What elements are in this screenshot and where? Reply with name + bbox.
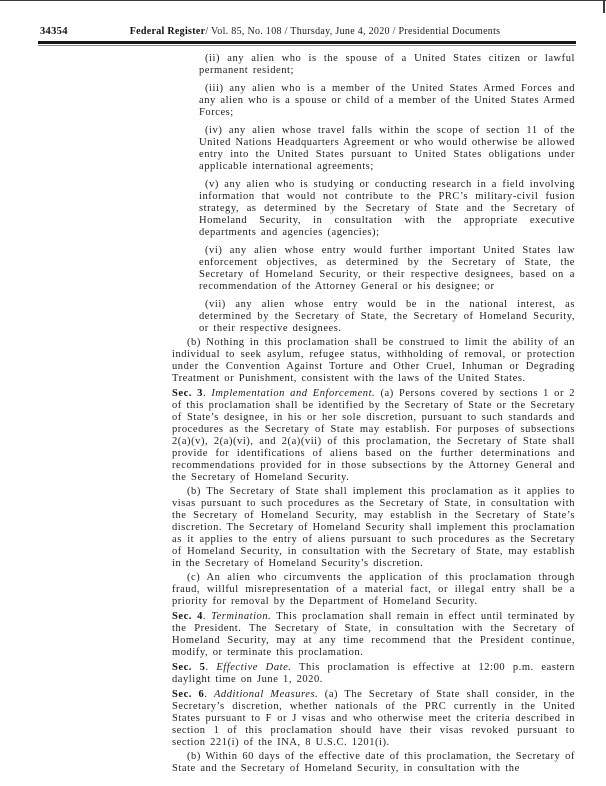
- body-text: .: [204, 689, 214, 700]
- paragraph-6: [199, 299, 575, 335]
- body-text: (a) Persons covered by sections 1 or 2 of this proclamation shall be identified by the Secretary of State or the Secretary of State’s designee, in his or her sole discretion, pursuant to such standards and procedures as the Secretary of State may establish. For purposes of subsections 2(a)(v), 2(a)(vi), and 2(a)(vii) of this proclamation, the Secretary of State shall provide for identifications of aliens based on the further determinations and recommendations provided for in those subsections by the Attorney General and the Secretary of Homeland Security.: [172, 388, 575, 483]
- body-text: (b) Nothing in this proclamation shall be construed to limit the ability of an individual to seek asylum, refugee status, withholding of removal, or protection under the Convention Against Torture and Other Cruel, Inhuman or Degrading Treatment or Punishment, consistent with the laws of the United States.: [172, 337, 575, 384]
- page-header: [40, 25, 580, 38]
- page-top-border: [0, 0, 606, 1]
- body-text: (v) any alien who is studying or conducting research in a field involving information that would not contribute to the PRC’s military-civil fusion strategy, as determined by the Secretary of State and the Secretary of Homeland Security, in consultation with the appropriate executive departments and agencies (agencies);: [199, 179, 575, 238]
- body-text: (b) Within 60 days of the effective date of this proclamation, the Secretary of State and the Secretary of Homeland Security, in consultation with the: [172, 751, 575, 774]
- page-number: 34354: [40, 26, 68, 37]
- header-rule-thin: [38, 45, 576, 46]
- document-body: [172, 53, 575, 775]
- section-title: Termination.: [211, 611, 272, 622]
- section-title: Effective Date.: [216, 662, 292, 673]
- header-rule-thick: [38, 41, 576, 44]
- journal-issue-info: / Vol. 85, No. 108 / Thursday, June 4, 2020 / Presidential Documents: [205, 26, 501, 37]
- journal-name: Federal Register: [129, 26, 206, 37]
- paragraph-7: [172, 337, 575, 385]
- body-text: (b) The Secretary of State shall implement this proclamation as it applies to visas pursuant to such procedures as the Secretary of State, in consultation with the Secretary of Homeland Security, may establish in the Secretary of State’s discretion. The Secretary of Homeland Security shall implement this proclamation as it applies to the entry of aliens pursuant to such procedures as the Secretary of Homeland Security, in consultation with the Secretary of State, may establish in the Secretary of Homeland Security’s discretion.: [172, 486, 575, 569]
- paragraph-14: [172, 751, 575, 775]
- paragraph-10: [172, 572, 575, 608]
- body-text: This proclamation shall remain in effect until terminated by the President. The Secretary of State, in consultation with the Secretary of Homeland Security, may at any time recommend that the President continue, modify, or terminate this proclamation.: [172, 611, 576, 658]
- paragraph-3: [199, 125, 575, 173]
- body-text: (vi) any alien whose entry would further important United States law enforcement objectives, as determined by the Secretary of State, the Secretary of Homeland Security, or their respective designees, based on a recommendation of the Attorney General or his designee; or: [199, 245, 575, 292]
- body-text: (c) An alien who circumvents the application of this proclamation through fraud, willful misrepresentation of a material fact, or illegal entry shall be a priority for removal by the Department of Homeland Security.: [172, 572, 575, 607]
- section-title: Additional Measures.: [213, 689, 319, 700]
- paragraph-4: [199, 179, 575, 239]
- section-title: Implementation and Enforcement.: [211, 388, 376, 399]
- paragraph-11: [172, 611, 575, 659]
- header-rule: [38, 41, 576, 46]
- paragraph-12: [172, 662, 575, 686]
- paragraph-9: [172, 486, 575, 570]
- body-text: (iii) any alien who is a member of the United States Armed Forces and any alien who is a spouse or child of a member of the United States Armed Forces;: [199, 83, 575, 118]
- paragraph-8: [172, 388, 575, 484]
- section-label: Sec. 5: [172, 662, 206, 673]
- body-text: This proclamation is effective at 12:00 p.m. eastern daylight time on June 1, 2020.: [172, 662, 575, 685]
- body-text: (ii) any alien who is the spouse of a United States citizen or lawful permanent resident;: [199, 53, 575, 76]
- paragraph-13: [172, 689, 575, 749]
- body-text: (a) The Secretary of State shall consider, in the Secretary’s discretion, whether nationals of the PRC currently in the United States pursuant to F or J visas and who otherwise meet the criteria described in section 1 of this proclamation should have their visas revoked pursuant to section 221(i) of the INA, 8 U.S.C. 1201(i).: [172, 689, 576, 748]
- body-text: (iv) any alien whose travel falls within the scope of section 11 of the United Nations Headquarters Agreement or who would otherwise be allowed entry into the United States pursuant to United States obligations under applicable international agreements;: [199, 125, 575, 172]
- section-label: Sec. 3: [172, 388, 203, 399]
- paragraph-5: [199, 245, 575, 293]
- section-label: Sec. 4: [172, 611, 203, 622]
- body-text: .: [202, 611, 212, 622]
- paragraph-1: [199, 53, 575, 77]
- page-edge-mark: [603, 0, 605, 13]
- body-text: (vii) any alien whose entry would be in the national interest, as determined by the Secretary of State, the Secretary of Homeland Security, or their respective designees.: [199, 299, 575, 334]
- body-text: .: [202, 388, 212, 399]
- paragraph-2: [199, 83, 575, 119]
- section-label: Sec. 6: [172, 689, 205, 700]
- body-text: .: [205, 662, 217, 673]
- journal-title: [130, 26, 501, 37]
